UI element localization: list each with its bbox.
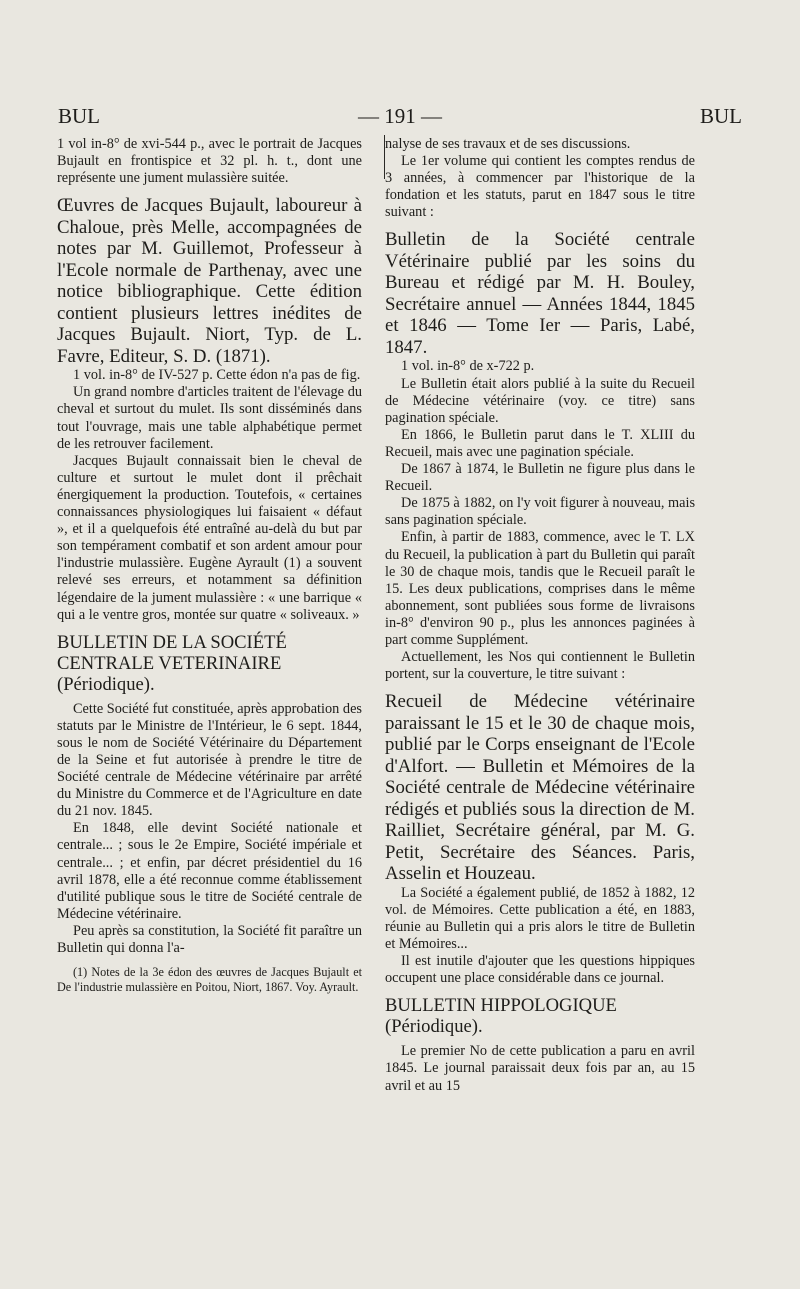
title-entry: Œuvres de Jacques Bujault, laboureur à Chaloue, près Melle, accompagnées de notes par M. Guillemot, Professeur à l'Ecole normale de Parthenay, avec une notice bibliographique. Cette édition contient plusieurs lettres inédites de Jacques Bujault. Niort, Typ. de L. Favre, Editeur, S. D. (1871). [57,195,362,367]
footnote: (1) Notes de la 3e édon des œuvres de Jacques Bujault et De l'industrie mulassière en Poitou, Niort, 1867. Voy. Ayrault. [57,965,362,994]
paragraph: 1 vol in-8° de xvi-544 p., avec le portrait de Jacques Bujault en frontispice et 32 pl. h. t., dont une représente une jument mulassière suitée. [57,136,362,187]
section-heading: BULLETIN HIPPOLOGIQUE (Périodique). [385,995,617,1038]
title-entry: Bulletin de la Société centrale Vétérinaire publié par les soins du Bureau et rédigé par M. H. Bouley, Secrétaire annuel — Années 1844, 1845 et 1846 — Tome Ier — Paris, Labé, 1847. [385,229,695,358]
paragraph: En 1848, elle devint Société nationale et centrale... ; sous le 2e Empire, Société impériale et centrale... ; et enfin, par décret présidentiel du 16 avril 1878, elle a été reconnue comme établissement d'utilité publique sous le titre de Société centrale de Médecine vétérinaire. [57,820,362,922]
paragraph: Un grand nombre d'articles traitent de l'élevage du cheval et surtout du mulet. Ils sont disséminés dans tout l'ouvrage, mais une table alphabétique permet de les retrouver facilement. [57,384,362,452]
right-column [385,136,695,1095]
paragraph: Le premier No de cette publication a paru en avril 1845. Le journal paraissait deux fois par an, au 15 avril et au 15 [385,1043,695,1094]
running-header [58,104,742,132]
paragraph: De 1875 à 1882, on l'y voit figurer à nouveau, mais sans pagination spéciale. [385,495,696,529]
header-left-word: BUL [58,104,100,128]
header-right-word: BUL [700,104,742,128]
paragraph: La Société a également publié, de 1852 à 1882, 12 vol. de Mémoires. Cette publication a été, en 1883, réunie au Bulletin qui a pris alors le titre de Bulletin et Mémoires... [385,884,695,953]
left-column [57,136,362,994]
paragraph: En 1866, le Bulletin parut dans le T. XLIII du Recueil, mais avec une pagination spéciale. [385,426,695,460]
paragraph: Le Bulletin était alors publié à la suite du Recueil de Médecine vétérinaire (voy. ce titre) sans pagination spéciale. [385,375,695,426]
paragraph: 1 vol. in-8° de x-722 p. [401,358,535,375]
paragraph: Le 1er volume qui contient les comptes rendus de 3 années, à commencer par l'historique de la fondation et les statuts, parut en 1847 sous le titre suivant : [385,153,695,221]
page-number: — 191 — [358,104,442,128]
paragraph: Il est inutile d'ajouter que les questions hippiques occupent une place considérable dans ce journal. [385,953,695,987]
paragraph: De 1867 à 1874, le Bulletin ne figure plus dans le Recueil. [385,461,695,495]
section-heading: BULLETIN DE LA SOCIÉTÉ CENTRALE VETERINAIRE (Périodique). [57,631,287,695]
title-entry: Recueil de Médecine vétérinaire paraissant le 15 et le 30 de chaque mois, publié par le Corps enseignant de l'Ecole d'Alfort. — Bulletin et Mémoires de la Société centrale de Médecine vétérinaire rédigés et publiés sous la direction de M. Railliet, Secrétaire général, par M. G. Petit, Secrétaire des Séances. Paris, Asselin et Houzeau. [385,691,695,885]
paragraph: Enfin, à partir de 1883, commence, avec le T. LX du Recueil, la publication à part du Bulletin qui paraît le 30 de chaque mois, tandis que le Recueil paraît le 15. Les deux publications, comprises dans le même abonnement, sont publiées sous forme de livraisons in-8° d'environ 90 p., plus les annonces paginées à part comme Supplément. [385,529,695,648]
paragraph: nalyse de ses travaux et de ses discussions. [385,136,631,152]
paragraph: Peu après sa constitution, la Société fit paraître un Bulletin qui donna l'a- [57,922,362,956]
paragraph: Actuellement, les Nos qui contiennent le Bulletin portent, sur la couverture, le titre suivant : [385,649,695,683]
paragraph: Jacques Bujault connaissait bien le cheval de culture et surtout le mulet dont il prêchait énergiquement la production. Toutefois, « certaines connaissances physiologiques lui faisaient « défaut », et il a quelquefois été entraîné au-delà du but par son tempérament combatif et son ardent amour pour l'industrie mulassière. Eugène Ayrault (1) a souvent relevé ses erreurs, et notamment sa définition légendaire de la jument mulassière : « une barrique « qui a le ventre gros, montée sur quatre « soliveaux. » [57,452,362,623]
paragraph: Cette Société fut constituée, après approbation des statuts par le Ministre de l'Intérieur, le 6 sept. 1844, sous le nom de Société Vétérinaire du Département de la Seine et fut autorisée à prendre le titre de Société centrale de Médecine vétérinaire par arrêté du Ministre du Commerce et de l'Agriculture en date du 21 nov. 1845. [57,700,362,820]
paragraph: 1 vol. in-8° de IV-527 p. Cette édon n'a pas de fig. [73,367,361,384]
